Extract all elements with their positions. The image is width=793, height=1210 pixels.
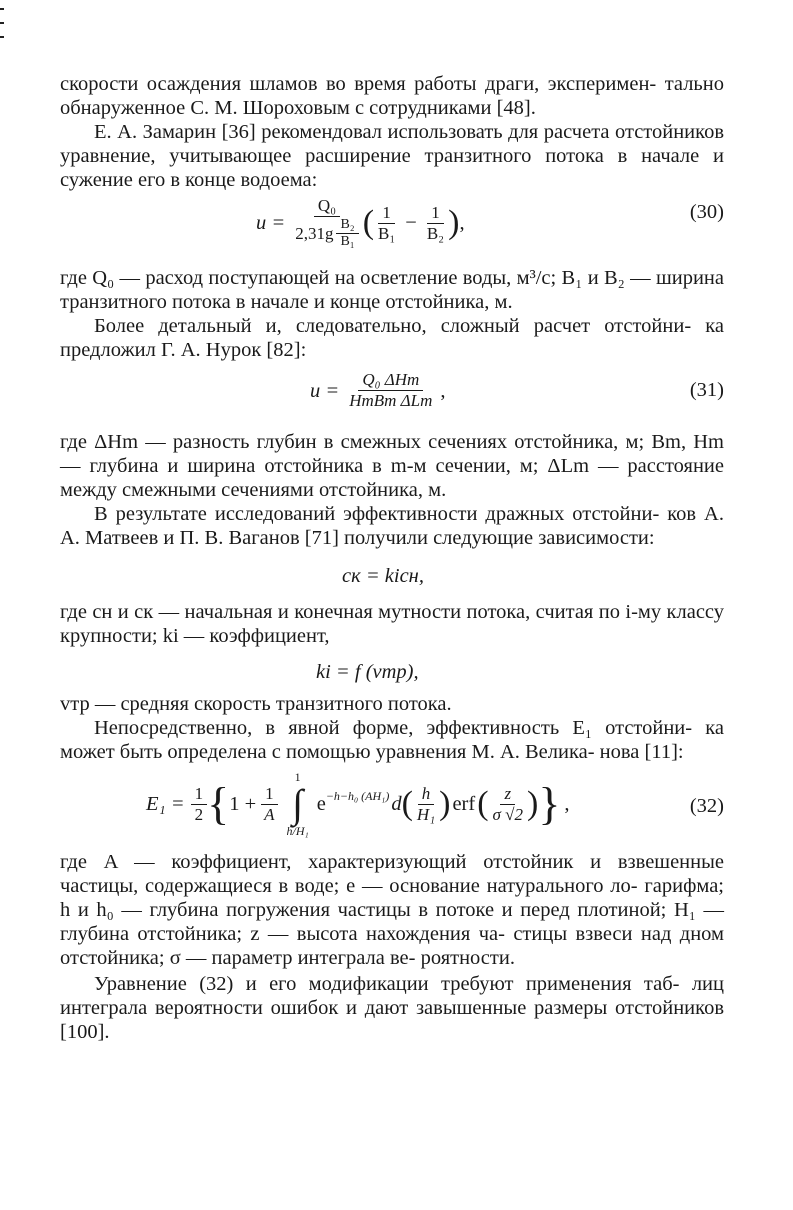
equation-ck: cк = kicн, [342, 565, 424, 587]
paragraph-3: где Q₀ — расход поступающей на осветление воды, м³/с; B₁ и B₂ — ширина транзитного потока в начале и конце отстойника, м. [60, 267, 724, 313]
paragraph-6: В результате исследований эффективности дражных отстойни- ков А. А. Матвеев и П. В. Ваганов [71] получили следующие зависимости: [60, 503, 724, 549]
equation-number-32: (32) [689, 795, 724, 817]
equation-number-30: (30) [689, 201, 724, 223]
paragraph-5: где ΔHm — разность глубин в смежных сечениях отстойника, м; Bm, Hm — глубина и ширина отстойника в m-м сечении, м; ΔLm — расстояние между смежными сечениями отстойника, м. [60, 431, 724, 501]
equation-30: u = Q₀ 2,31g $\frac{\text{B₂}}{\text{B₁}}$ ( $\frac{1}{\text{B₁}}$ − $\frac{1}{\text{B₂}}$ ) , (30) [256, 196, 724, 249]
document-page [60, 72, 724, 1044]
paragraph-4: Более детальный и, следовательно, сложный расчет отстойни- ка предложил Г. А. Нурок [82]: [60, 315, 724, 361]
paragraph-2: Е. А. Замарин [36] рекомендовал использовать для расчета отстойников уравнение, учитывающее расширение транзитного потока в начале и сужение его в конце водоема: [60, 121, 724, 191]
equation-ki: ki = f (vтр), [316, 661, 419, 683]
equation-31: u = $\frac{\text{Q₀ ΔHm}}{\text{HmBm ΔLm}}$ , (31) [310, 370, 724, 410]
paragraph-1: скорости осаждения шламов во время работы драги, эксперимен- тально обнаруженное С. М. Шороховым с сотрудниками [48]. [60, 73, 724, 119]
paragraph-8: vтр — средняя скорость транзитного потока. [60, 693, 452, 715]
page-edge-marks [0, 0, 6, 60]
equation-number-31: (31) [689, 379, 724, 401]
paragraph-9: Непосредственно, в явной форме, эффективность E₁ отстойни- ка может быть определена с помощью уравнения М. А. Велика- нова [11]: [60, 717, 724, 763]
paragraph-11: Уравнение (32) и его модификации требуют применения таб- лиц интеграла вероятности ошибок и дают завышенные размеры отстойников [100]. [60, 973, 724, 1043]
paragraph-10: где A — коэффициент, характеризующий отстойник и взвешенные частицы, содержащиеся в воде; e — основание натурального ло- гарифма; h и h₀ — глубина погружения частицы в потоке и перед плотиной; H₁ — глубина отстойника; z — высота нахождения ча- стицы взвеси над дном отстойника; σ — параметр интеграла ве- роятности. [60, 851, 724, 969]
paragraph-7: где cн и cк — начальная и конечная мутности потока, считая по i-му классу крупности; ki — коэффициент, [60, 601, 724, 647]
equation-32: E₁ = $\frac{1}{2}$ { 1 + $\frac{1}{A}$ 1 ∫ h/H₁ e $^{-h-h_0 (AH_1)}$ d ( $\frac{h}{\text{H₁}}$ ) erf ( $\frac{z}{\sigma √2}$ ) } , (32) [146, 770, 724, 838]
